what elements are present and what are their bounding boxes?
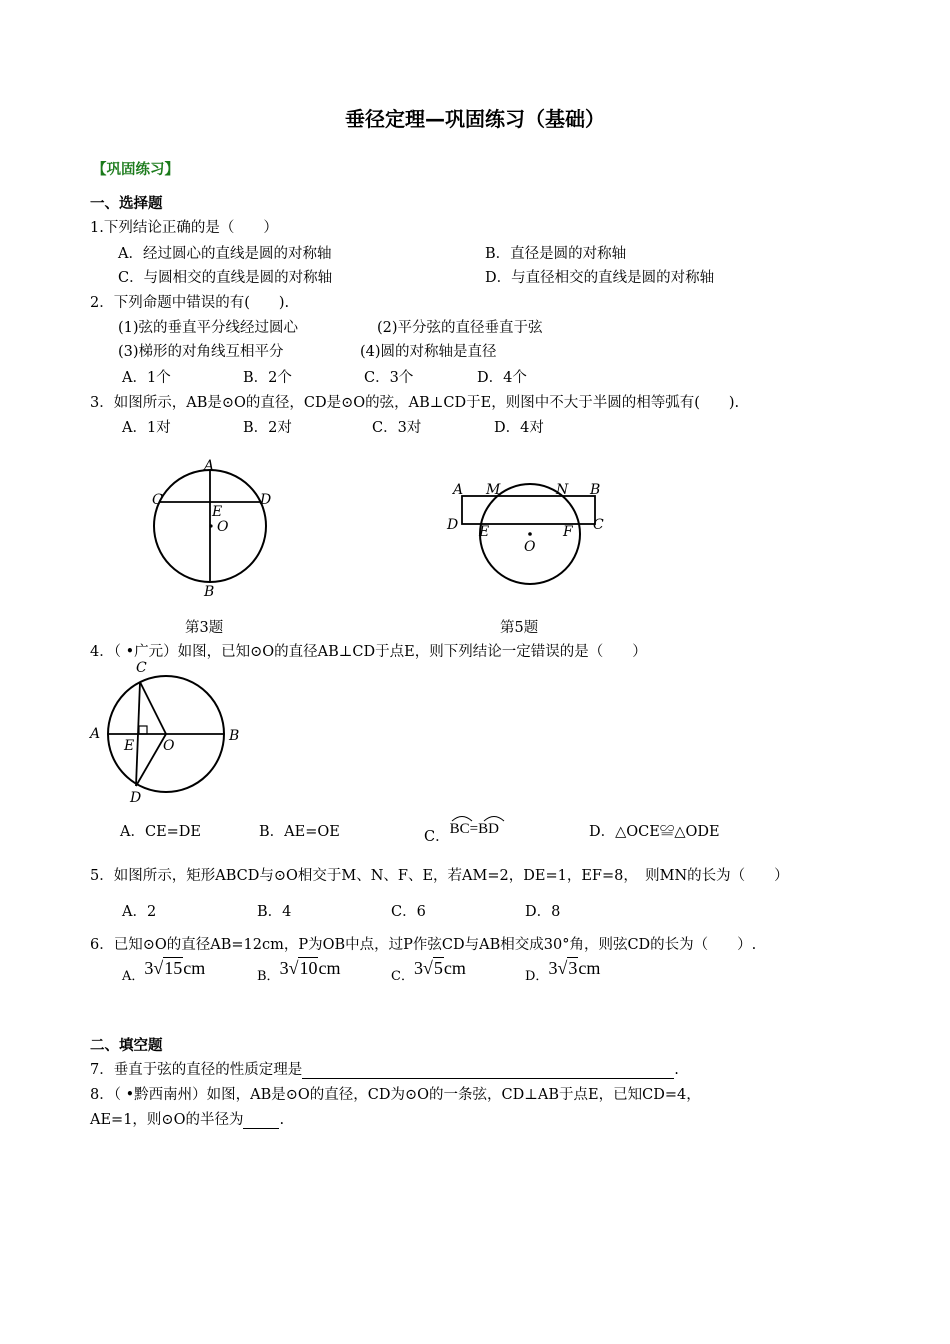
q2-option-d: D．4个 [477, 370, 527, 386]
q5-stem: 5．如图所示，矩形ABCD与⊙O相交于M、N、F、E，若AM=2，DE=1，EF=8， 则MN的长为（ ） [90, 868, 789, 884]
fig4-right-angle-mark [139, 726, 147, 734]
fig5-label-e: E [479, 524, 490, 540]
q8-answer-blank[interactable] [243, 1128, 279, 1129]
part1-heading: 一、选择题 [90, 196, 163, 212]
figure-q3 [140, 458, 290, 603]
q2-option-a: A．1个 [122, 370, 171, 386]
fig3-label-c: C [152, 492, 163, 508]
q6-b-label: B． [257, 969, 280, 984]
fig3-caption: 第3题 [185, 620, 224, 636]
q5-option-b: B．4 [257, 904, 292, 920]
q6-b-expr: 3√10cm [279, 958, 341, 978]
q6-d-label: D． [525, 969, 549, 984]
q2-proposition-4: (4)圆的对称轴是直径 [360, 344, 497, 360]
q6-d-coef: 3 [548, 958, 558, 978]
fig5-label-m: M [486, 482, 501, 498]
fig4-label-d: D [130, 790, 142, 806]
fig3-center-dot [209, 524, 212, 527]
fig3-label-d: D [260, 492, 272, 508]
fig4-label-e: E [124, 738, 135, 754]
arc-marks [450, 812, 510, 822]
fig5-label-f: F [563, 524, 573, 540]
q8-line1: 8．（ •黔西南州）如图，AB是⊙O的直径，CD为⊙O的一条弦，CD⊥AB于点E，已知CD=4， [90, 1087, 701, 1103]
q3-stem: 3．如图所示，AB是⊙O的直径，CD是⊙O的弦，AB⊥CD于E，则图中不大于半圆的相等弧有( ). [90, 395, 740, 411]
q4-arc-bd: BD [478, 821, 499, 837]
fig4-label-a: A [90, 726, 101, 742]
part2-heading: 二、填空题 [90, 1038, 163, 1054]
page-title: 垂径定理—巩固练习（基础） [345, 107, 605, 131]
fig5-label-n: N [556, 482, 569, 498]
q6-c-unit: cm [443, 958, 466, 978]
q6-a-label: A． [122, 969, 145, 984]
q6-b-unit: cm [318, 958, 341, 978]
q6-option-d [525, 958, 601, 984]
q6-d-radicand: 3 [568, 958, 578, 978]
q6-option-b [257, 958, 341, 984]
q3-option-a: A．1对 [122, 420, 171, 436]
q6-a-radicand: 15 [164, 958, 183, 978]
fig5-label-c: C [593, 517, 604, 533]
q7 [90, 1058, 679, 1079]
fig3-label-b: B [204, 584, 215, 600]
q7-answer-blank[interactable] [302, 1078, 674, 1079]
q6-stem: 6．已知⊙O的直径AB=12cm，P为OB中点，过P作弦CD与AB相交成30°角，则弦CD的长为（ ）. [90, 937, 757, 953]
q2-proposition-1: (1)弦的垂直平分线经过圆心 [118, 320, 299, 336]
section-label: 【巩固练习】 [92, 162, 179, 178]
q2-proposition-2: (2)平分弦的直径垂直于弦 [377, 320, 543, 336]
q4-option-c-label: C． [424, 829, 450, 845]
q6-c-expr: 3√5cm [413, 958, 466, 978]
q7-end: . [674, 1062, 679, 1078]
q4-arc-eq: = [469, 821, 479, 837]
q1-option-c: C．与圆相交的直线是圆的对称轴 [118, 270, 333, 286]
q5-option-d: D．8 [525, 904, 561, 920]
q6-a-expr: 3√15cm [144, 958, 206, 978]
q6-option-c [391, 958, 466, 984]
q3-option-d: D．4对 [494, 420, 544, 436]
q6-c-coef: 3 [413, 958, 423, 978]
q8-line2-text: AE=1，则⊙O的半径为 [90, 1112, 244, 1128]
q6-d-unit: cm [578, 958, 601, 978]
q6-c-label: C． [391, 969, 414, 984]
q8-line2 [90, 1108, 284, 1129]
q6-a-coef: 3 [144, 958, 154, 978]
fig3-label-a: A [204, 458, 215, 474]
fig5-center-dot [528, 532, 532, 536]
q7-stem: 7．垂直于弦的直径的性质定理是 [90, 1062, 303, 1078]
q4-option-c-expr [450, 812, 499, 838]
fig4-label-b: B [229, 728, 240, 744]
fig5-label-b: B [590, 482, 601, 498]
figure-q4 [86, 656, 246, 806]
q4-option-c [424, 812, 499, 845]
q5-option-a: A．2 [122, 904, 157, 920]
q1-option-d: D．与直径相交的直线是圆的对称轴 [485, 270, 715, 286]
q1-option-a: A．经过圆心的直线是圆的对称轴 [118, 246, 332, 262]
fig5-label-o: O [524, 539, 536, 555]
q5-option-c: C．6 [391, 904, 426, 920]
q3-option-b: B．2对 [243, 420, 292, 436]
q6-a-unit: cm [183, 958, 206, 978]
q6-b-radicand: 10 [299, 958, 318, 978]
q6-c-radicand: 5 [433, 958, 443, 978]
q4-option-a: A．CE=DE [120, 824, 202, 840]
q1-option-b: B．直径是圆的对称轴 [485, 246, 627, 262]
q8-end: . [279, 1112, 285, 1128]
fig3-label-o: O [217, 519, 229, 535]
q6-option-a [122, 958, 206, 984]
q2-stem-text: 2．下列命题中错误的有( ). [90, 295, 290, 311]
figure-q5 [444, 476, 614, 596]
q3-option-c: C．3对 [372, 420, 422, 436]
q4-stem: 4．（ •广元）如图，已知⊙O的直径AB⊥CD于点E，则下列结论一定错误的是（ ） [90, 644, 647, 660]
fig4-segment-od [136, 734, 166, 786]
fig4-label-o: O [163, 738, 175, 754]
q6-d-expr: 3√3cm [548, 958, 601, 978]
q2-option-c: C．3个 [364, 370, 414, 386]
q4-option-d: D．△OCE≌△ODE [589, 824, 720, 840]
q2-proposition-3: (3)梯形的对角线互相平分 [118, 344, 284, 360]
fig3-label-e: E [212, 504, 223, 520]
q6-b-coef: 3 [279, 958, 289, 978]
fig4-label-c: C [136, 660, 147, 676]
q1-stem: 1.下列结论正确的是（ ） [90, 220, 278, 236]
q4-arc-bc: BC [449, 821, 470, 837]
q4-option-b: B．AE=OE [259, 824, 340, 840]
fig5-label-d: D [447, 517, 459, 533]
fig5-label-a: A [453, 482, 464, 498]
q2-option-b: B．2个 [243, 370, 292, 386]
fig5-caption: 第5题 [500, 620, 539, 636]
